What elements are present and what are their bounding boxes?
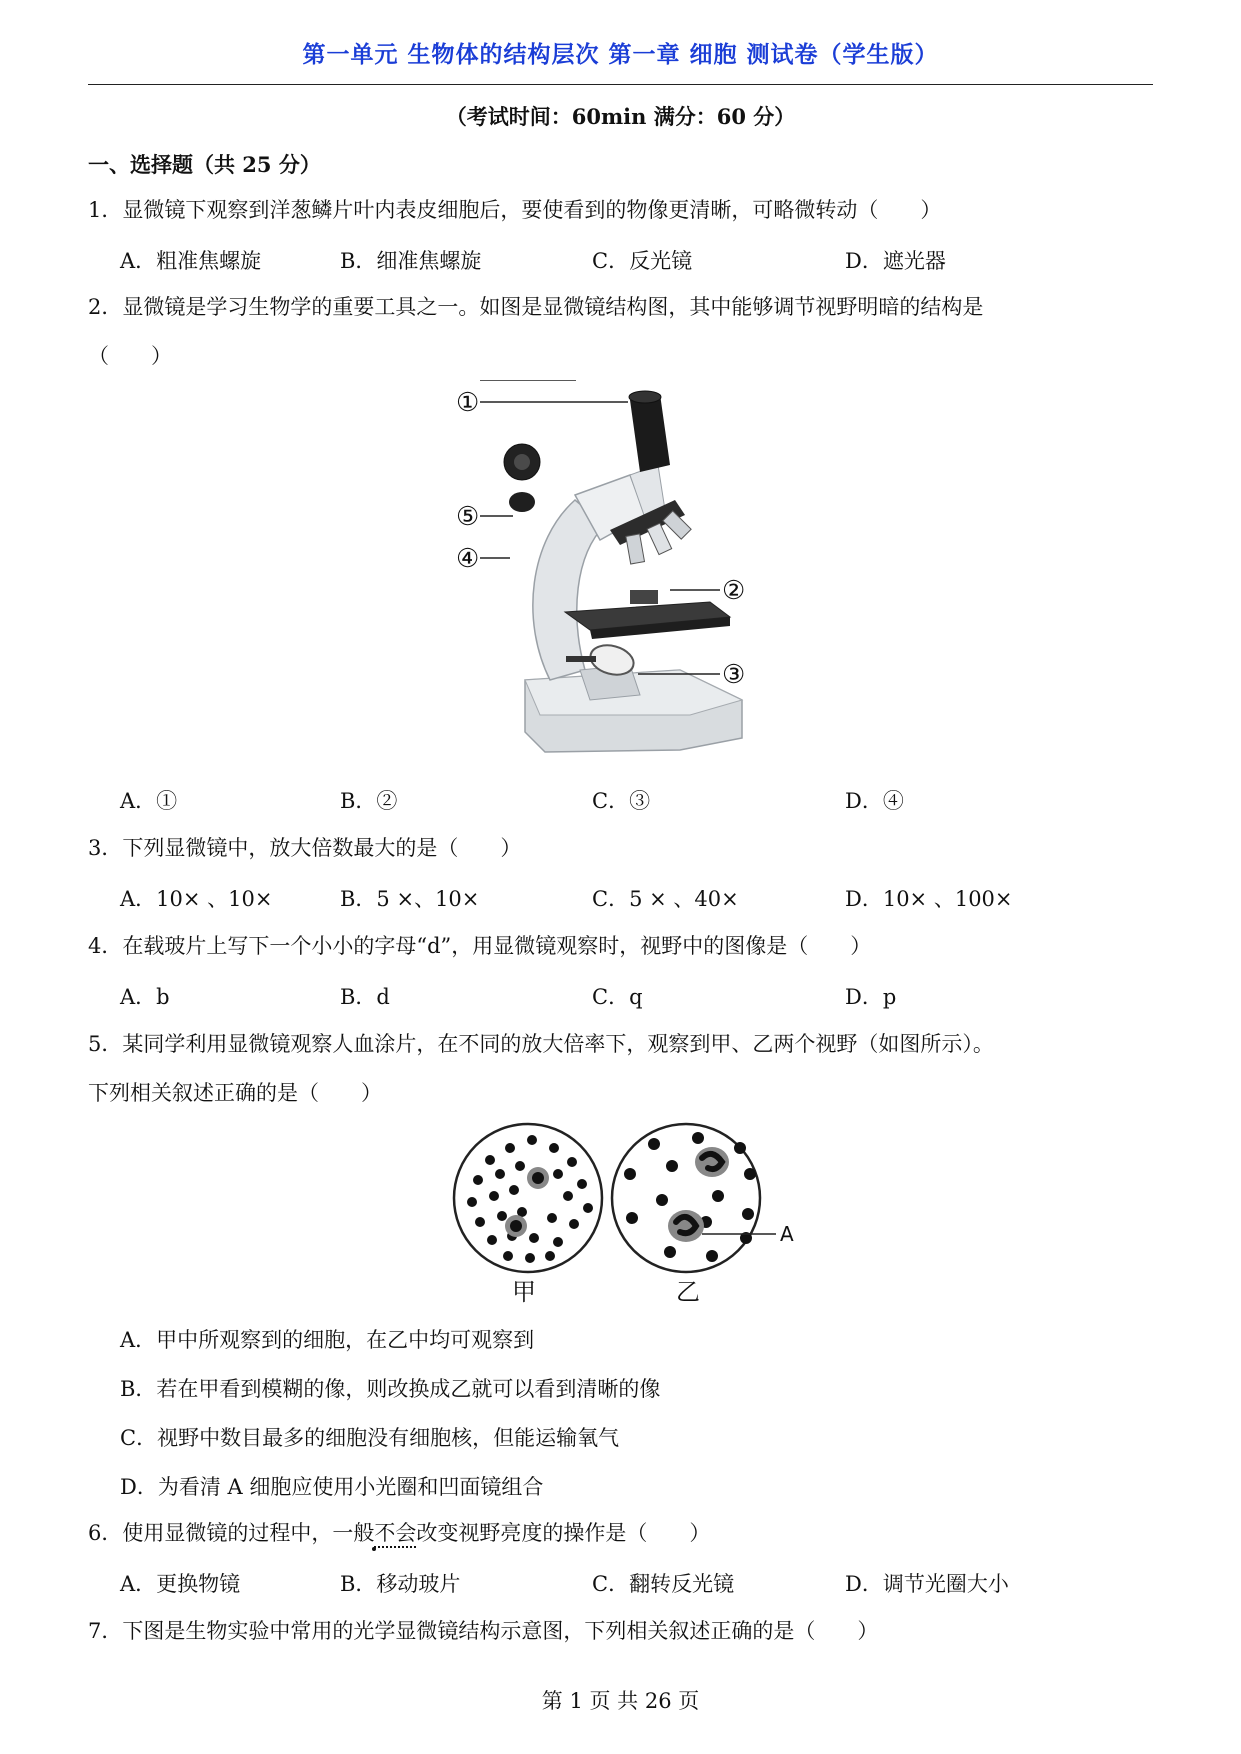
question-6-text-after: 改变视野亮度的操作是（ ） bbox=[416, 1521, 711, 1545]
page-number: 第 1 页 共 26 页 bbox=[541, 1689, 700, 1713]
question-5-option-b: B．若在甲看到模糊的像，则改换成乙就可以看到清晰的像 bbox=[120, 1377, 661, 1401]
question-6-option-b: B．移动玻片 bbox=[340, 1572, 461, 1596]
section-title: 一、选择题（共 25 分） bbox=[88, 152, 321, 177]
question-4-option-b: B．d bbox=[340, 985, 390, 1009]
question-3-option-a: A．10× 、10× bbox=[120, 887, 273, 911]
question-5-option-a: A．甲中所观察到的细胞，在乙中均可观察到 bbox=[120, 1328, 535, 1352]
field-jia bbox=[454, 1124, 602, 1272]
question-5-option-d: D．为看清 A 细胞应使用小光圈和凹面镜组合 bbox=[120, 1475, 544, 1499]
microscope-labels bbox=[480, 380, 770, 770]
question-3-option-b: B．5 ×、10× bbox=[340, 887, 480, 911]
question-1-option-b: B．细准焦螺旋 bbox=[340, 249, 482, 273]
question-4-option-c: C．q bbox=[592, 985, 643, 1009]
cell-label-a: A bbox=[780, 1222, 794, 1246]
question-2-option-c: C．③ bbox=[592, 789, 651, 813]
question-6-option-d: D．调节光圈大小 bbox=[845, 1572, 1009, 1596]
question-6-text-emph: 不会 bbox=[374, 1521, 417, 1545]
question-1-option-d: D．遮光器 bbox=[845, 249, 946, 273]
question-5-option-c: C．视野中数目最多的细胞没有细胞核，但能运输氧气 bbox=[120, 1426, 620, 1450]
question-5-text-2: 下列相关叙述正确的是（ ） bbox=[88, 1081, 382, 1105]
question-5-text: 5．某同学利用显微镜观察人血涂片，在不同的放大倍率下，观察到甲、乙两个视野（如图所示）。 bbox=[88, 1032, 994, 1056]
question-1-option-c: C．反光镜 bbox=[592, 249, 693, 273]
microscope-label-4: ④ bbox=[456, 544, 480, 574]
question-6-text-before: 6．使用显微镜的过程中，一般 bbox=[88, 1521, 375, 1545]
question-6-text bbox=[88, 1519, 710, 1547]
question-2-text: 2．显微镜是学习生物学的重要工具之一。如图是显微镜结构图，其中能够调节视野明暗的结构是 bbox=[88, 295, 984, 319]
microscope-label-5: ⑤ bbox=[456, 502, 480, 532]
question-2-option-b: B．② bbox=[340, 789, 398, 813]
field-label-yi: 乙 bbox=[676, 1278, 700, 1306]
question-7-text: 7．下图是生物实验中常用的光学显微镜结构示意图，下列相关叙述正确的是（ ） bbox=[88, 1619, 879, 1643]
header-divider bbox=[88, 84, 1153, 85]
question-1-text: 1．显微镜下观察到洋葱鳞片叶内表皮细胞后，要使看到的物像更清晰，可略微转动（ ） bbox=[88, 198, 942, 222]
question-3-option-c: C．5 × 、40× bbox=[592, 887, 739, 911]
question-2-option-d: D．④ bbox=[845, 789, 904, 813]
blood-smear-figure bbox=[450, 1118, 810, 1308]
question-2-option-a: A．① bbox=[120, 789, 178, 813]
microscope-label-1: ① bbox=[456, 388, 480, 418]
question-3-text: 3．下列显微镜中，放大倍数最大的是（ ） bbox=[88, 836, 522, 860]
question-4-option-d: D．p bbox=[845, 985, 897, 1009]
question-3-option-d: D．10× 、100× bbox=[845, 887, 1013, 911]
question-1-option-a: A．粗准焦螺旋 bbox=[120, 249, 262, 273]
microscope-label-2: ② bbox=[722, 576, 746, 606]
document-title: 第一单元 生物体的结构层次 第一章 细胞 测试卷（学生版） bbox=[302, 42, 939, 68]
question-4-option-a: A．b bbox=[120, 985, 170, 1009]
exam-info: （考试时间：60min 满分：60 分） bbox=[445, 104, 796, 129]
microscope-label-3: ③ bbox=[722, 660, 746, 690]
question-6-option-c: C．翻转反光镜 bbox=[592, 1572, 735, 1596]
question-6-option-a: A．更换物镜 bbox=[120, 1572, 241, 1596]
question-4-text: 4．在载玻片上写下一个小小的字母“d”，用显微镜观察时，视野中的图像是（ ） bbox=[88, 934, 872, 958]
question-2-bracket: （ ） bbox=[88, 344, 172, 368]
field-label-jia: 甲 bbox=[512, 1278, 536, 1306]
